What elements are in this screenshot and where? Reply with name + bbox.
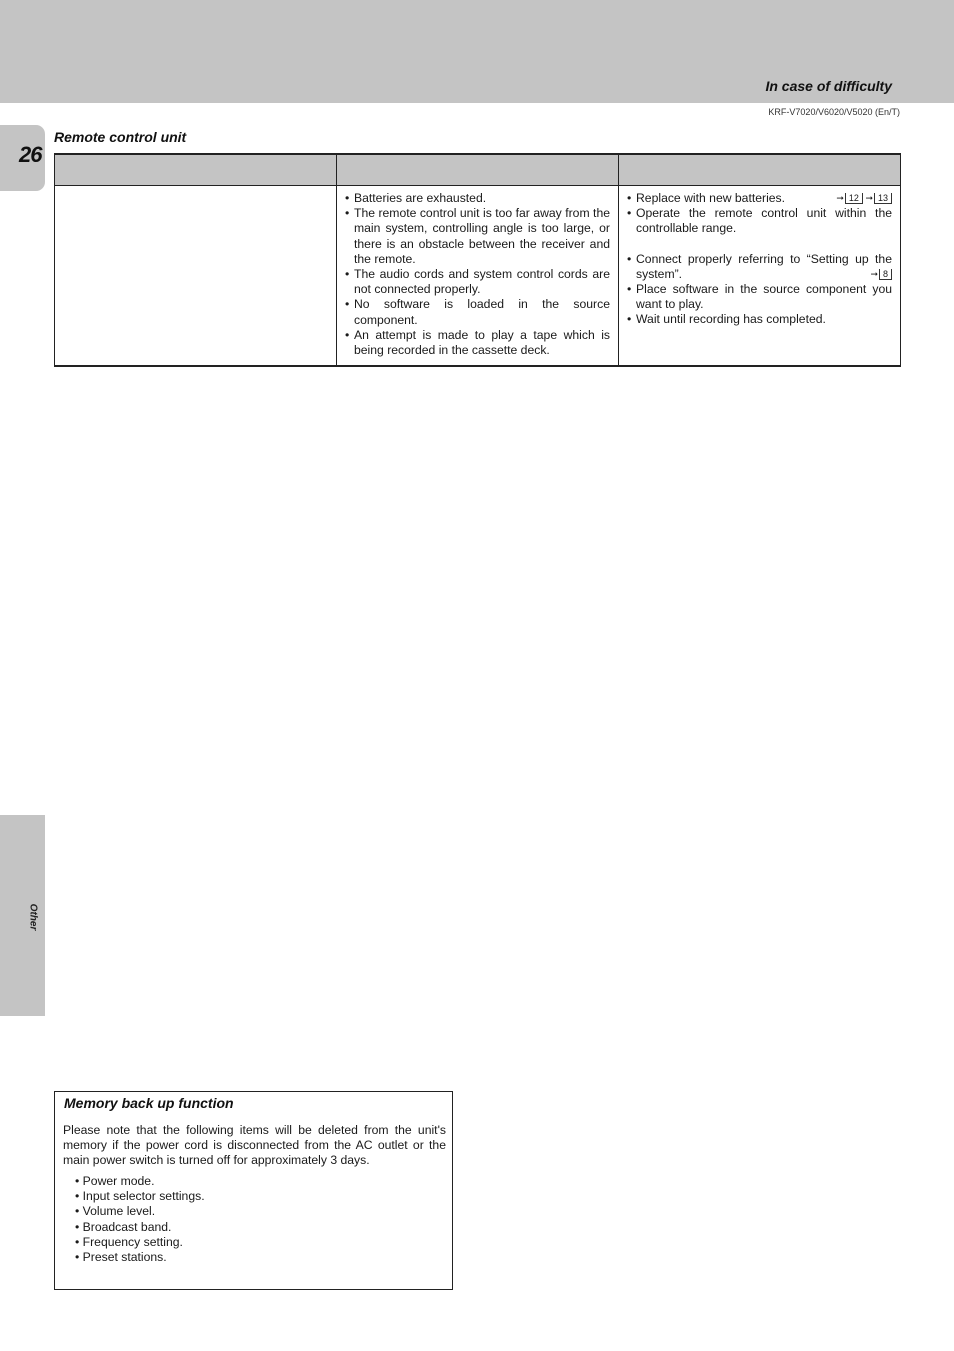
cause-item: • No software is loaded in the source component. <box>345 297 610 327</box>
page-reference <box>870 267 892 282</box>
arrow-icon: ➞ <box>865 193 873 203</box>
remedy-text: Replace with new batteries. <box>636 191 786 205</box>
cause-cell <box>337 186 619 367</box>
cause-list <box>345 191 610 358</box>
list-item: • Frequency setting. <box>75 1235 205 1250</box>
troubleshooting-table <box>54 153 901 367</box>
remedy-list <box>627 191 892 328</box>
remedy-text: Wait until recording has completed. <box>636 312 826 327</box>
memory-backup-title: Memory back up function <box>64 1095 234 1111</box>
remedy-text: Connect properly referring to “Setting up the system”. <box>636 251 892 281</box>
symptom-cell <box>55 186 337 367</box>
list-item: • Volume level. <box>75 1204 205 1219</box>
list-item: • Preset stations. <box>75 1250 205 1265</box>
list-item: • Power mode. <box>75 1174 205 1189</box>
list-item: • Broadcast band. <box>75 1220 205 1235</box>
remedy-item <box>627 206 892 236</box>
table-row <box>55 186 901 367</box>
table-heading: Remote control unit <box>54 129 187 145</box>
list-item: • Input selector settings. <box>75 1189 205 1204</box>
remedy-item <box>627 312 892 327</box>
remedy-text: Place software in the source component you want to play. <box>636 282 892 312</box>
column-header-cause <box>337 154 619 186</box>
table-header-row <box>55 154 901 186</box>
remedy-item <box>627 282 892 312</box>
cause-item: • An attempt is made to play a tape which is being recorded in the cassette deck. <box>345 328 610 358</box>
page-ref-box: 12 <box>845 193 863 204</box>
arrow-icon: ➞ <box>870 268 878 279</box>
remedy-text: Operate the remote control unit within the controllable range. <box>636 206 892 236</box>
page-ref-box: 13 <box>874 193 892 204</box>
remedy-cell <box>619 186 901 367</box>
memory-backup-box <box>54 1091 453 1290</box>
model-code: KRF-V7020/V6020/V5020 (En/T) <box>768 107 900 117</box>
page-reference <box>836 191 892 206</box>
cause-item: • The audio cords and system control cords are not connected properly. <box>345 267 610 297</box>
cause-item: • The remote control unit is too far away from the main system, controlling angle is too large, or there is an obstacle between the receiver and the remote. <box>345 206 610 267</box>
memory-backup-intro: Please note that the following items will be deleted from the unit's memory if the power cord is disconnected from the AC outlet or the main power switch is turned off for approximately 3 days. <box>63 1123 446 1168</box>
side-tab-label: Other <box>27 903 39 931</box>
remedy-item <box>627 252 892 282</box>
arrow-icon: ➞ <box>836 193 844 203</box>
section-title: In case of difficulty <box>765 78 892 94</box>
column-header-symptom <box>55 154 337 186</box>
memory-backup-list <box>75 1174 205 1265</box>
column-header-remedy <box>619 154 901 186</box>
cause-item: • Batteries are exhausted. <box>345 191 610 206</box>
remedy-item <box>627 191 892 206</box>
page-ref-box: 8 <box>879 269 892 280</box>
page-number: 26 <box>19 142 42 167</box>
